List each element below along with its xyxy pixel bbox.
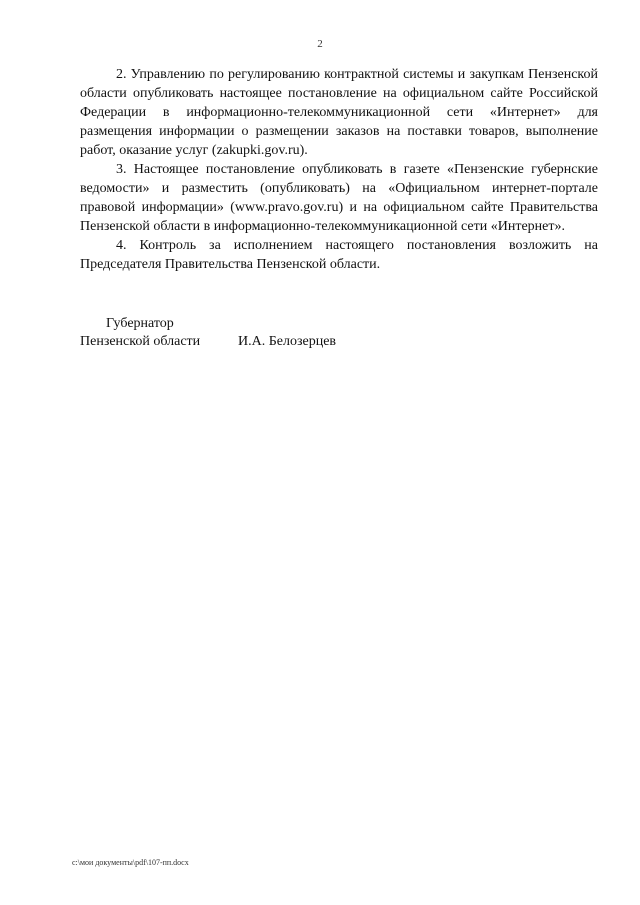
document-body <box>80 65 598 274</box>
paragraph-2: 2. Управлению по регулированию контрактной системы и закупкам Пензенской области опубликовать настоящее постановление на официальном сайте Российской Федерации в информационно-телекоммуникационной сети «Интернет» для размещения информации о размещении заказов на поставки товаров, выполнение работ, оказание услуг (zakupki.gov.ru). <box>80 67 598 158</box>
signature-name: И.А. Белозерцев <box>238 334 337 349</box>
page-number: 2 <box>317 38 323 50</box>
paragraph-3: 3. Настоящее постановление опубликовать в газете «Пензенские губернские ведомости» и разместить (опубликовать) на «Официальном интернет-портале правовой информации» (www.pravo.gov.ru) и на официальном сайте Правительства Пензенской области в информационно-телекоммуникационной сети «Интернет». <box>80 162 598 234</box>
signature-title: Губернатор <box>106 316 174 331</box>
paragraph-4: 4. Контроль за исполнением настоящего постановления возложить на Председателя Правительства Пензенской области. <box>80 238 598 272</box>
footer-file-path: c:\мои документы\pdf\107-пп.docx <box>72 858 189 867</box>
signature-region: Пензенской области <box>80 334 201 349</box>
